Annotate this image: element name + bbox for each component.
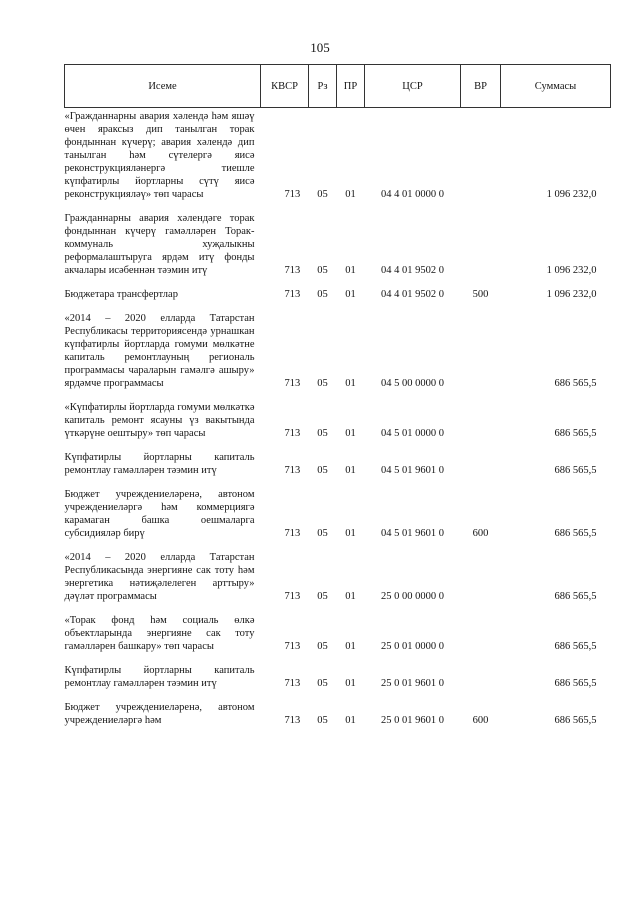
row-rz: 05: [317, 715, 328, 726]
row-pr: 01: [345, 591, 356, 602]
row-pr: 01: [345, 528, 356, 539]
row-name: «2014 – 2020 елларда Татарстан Республикасы территориясендә урнашкан күпфатирлы йортларда гомуми мөлкәтне капиталь ремонтлауның региональ программасы чараларын гамәлгә ашыру» ярдәмче программасы: [64, 313, 255, 389]
row-name: Бюджет учреждениеләренә, автоном учреждениеләргә һәм: [64, 702, 255, 726]
table-row: [65, 449, 611, 477]
row-pr: 01: [345, 641, 356, 652]
row-vr: [461, 662, 501, 690]
table-body: [65, 108, 611, 728]
table-row: [65, 310, 611, 390]
row-rz: 05: [317, 189, 328, 200]
row-rz: 05: [317, 528, 328, 539]
row-rz: 05: [317, 641, 328, 652]
row-vr: [461, 399, 501, 440]
row-csr: 04 4 01 9502 0: [381, 289, 444, 300]
row-vr: [461, 612, 501, 653]
row-rz: 05: [317, 465, 328, 476]
row-rz: 05: [317, 289, 328, 300]
row-sum: 686 565,5: [554, 465, 597, 476]
row-vr: [461, 310, 501, 390]
row-sum: 686 565,5: [554, 528, 597, 539]
header-pr: ПР: [337, 65, 365, 108]
row-sum: 686 565,5: [554, 591, 597, 602]
row-csr: 04 5 01 0000 0: [381, 428, 444, 439]
row-pr: 01: [345, 289, 356, 300]
table-row: [65, 210, 611, 277]
row-vr: [461, 449, 501, 477]
table-row: [65, 108, 611, 202]
table-header: [65, 65, 611, 108]
table-row: [65, 699, 611, 727]
row-kvsr: 713: [284, 678, 301, 689]
row-kvsr: 713: [284, 641, 301, 652]
table-row: [65, 486, 611, 540]
row-name: Күпфатирлы йортларны капиталь ремонтлау гамәлләрен тәэмин итү: [64, 452, 255, 476]
row-kvsr: 713: [284, 528, 301, 539]
header-rz: Рз: [309, 65, 337, 108]
row-csr: 04 5 00 0000 0: [381, 378, 444, 389]
row-name: «2014 – 2020 елларда Татарстан Республикасында энергияне сак тоту һәм энергетика нәтиҗәлелеген арттыру» дәүләт программасы: [64, 552, 255, 602]
row-csr: 04 5 01 9601 0: [381, 528, 444, 539]
row-vr: 600: [472, 528, 489, 539]
row-pr: 01: [345, 189, 356, 200]
row-rz: 05: [317, 591, 328, 602]
row-name: Гражданнарны авария хәлендәге торак фондыннан күчерү гамәлләрен Торак-коммуналь хуҗалыкны реформалаштыруга ярдәм итү фонды акчалары исәбеннән тәэмин итү: [64, 213, 255, 276]
row-csr: 25 0 01 9601 0: [381, 715, 444, 726]
row-kvsr: 713: [284, 715, 301, 726]
row-vr: [461, 108, 501, 202]
row-name: «Гражданнарны авария хәлендә һәм яшәү өчен яраксыз дип танылган торак фондыннан күчерү; авария хәлендә дип танылган һәм сүтелергә яисә реконструкцияләнергә тиешле күпфатирлы йортларны сүтү яисә реконструкцияләү» төп чарасы: [64, 111, 255, 200]
row-rz: 05: [317, 265, 328, 276]
row-vr: 500: [472, 289, 489, 300]
row-sum: 686 565,5: [554, 641, 597, 652]
row-name: Күпфатирлы йортларны капиталь ремонтлау гамәлләрен тәэмин итү: [64, 665, 255, 689]
row-rz: 05: [317, 678, 328, 689]
row-sum: 1 096 232,0: [546, 265, 597, 276]
header-name: Исеме: [65, 65, 261, 108]
row-sum: 686 565,5: [554, 678, 597, 689]
row-rz: 05: [317, 428, 328, 439]
row-sum: 686 565,5: [554, 715, 597, 726]
row-csr: 25 0 01 0000 0: [381, 641, 444, 652]
table-row: [65, 612, 611, 653]
row-vr: [461, 210, 501, 277]
row-sum: 1 096 232,0: [546, 189, 597, 200]
table-row: [65, 549, 611, 603]
header-sum: Суммасы: [501, 65, 611, 108]
row-csr: 04 5 01 9601 0: [381, 465, 444, 476]
row-csr: 25 0 01 9601 0: [381, 678, 444, 689]
row-pr: 01: [345, 265, 356, 276]
row-sum: 686 565,5: [554, 428, 597, 439]
page-number: 105: [310, 40, 330, 55]
row-pr: 01: [345, 378, 356, 389]
row-name: «Торак фонд һәм социаль өлкә объектларында энергияне сак тоту гамәлләрен башкару» төп чарасы: [64, 615, 255, 652]
row-csr: 25 0 00 0000 0: [381, 591, 444, 602]
table-row: [65, 399, 611, 440]
row-vr: [461, 549, 501, 603]
header-vr: ВР: [461, 65, 501, 108]
row-kvsr: 713: [284, 265, 301, 276]
row-pr: 01: [345, 715, 356, 726]
row-sum: 1 096 232,0: [546, 289, 597, 300]
row-pr: 01: [345, 678, 356, 689]
row-rz: 05: [317, 378, 328, 389]
row-kvsr: 713: [284, 591, 301, 602]
table-row: [65, 662, 611, 690]
row-sum: 686 565,5: [554, 378, 597, 389]
row-kvsr: 713: [284, 428, 301, 439]
row-pr: 01: [345, 465, 356, 476]
row-kvsr: 713: [284, 378, 301, 389]
row-name: «Күпфатирлы йортларда гомуми мөлкәткә капиталь ремонт ясауны үз вакытында үткәрүне оештыру» төп чарасы: [64, 402, 255, 439]
row-kvsr: 713: [284, 289, 301, 300]
budget-table: [64, 64, 611, 727]
row-kvsr: 713: [284, 189, 301, 200]
table-row: [65, 286, 611, 301]
row-csr: 04 4 01 9502 0: [381, 265, 444, 276]
row-name: Бюджетара трансфертлар: [64, 289, 178, 300]
row-csr: 04 4 01 0000 0: [381, 189, 444, 200]
row-kvsr: 713: [284, 465, 301, 476]
row-name: Бюджет учреждениеләренә, автоном учреждениеләргә һәм коммерциягә карамаган башка оешмаларга субсидияләр бирү: [64, 489, 255, 539]
row-vr: 600: [472, 715, 489, 726]
row-pr: 01: [345, 428, 356, 439]
header-csr: ЦСР: [365, 65, 461, 108]
header-kvsr: КВСР: [261, 65, 309, 108]
